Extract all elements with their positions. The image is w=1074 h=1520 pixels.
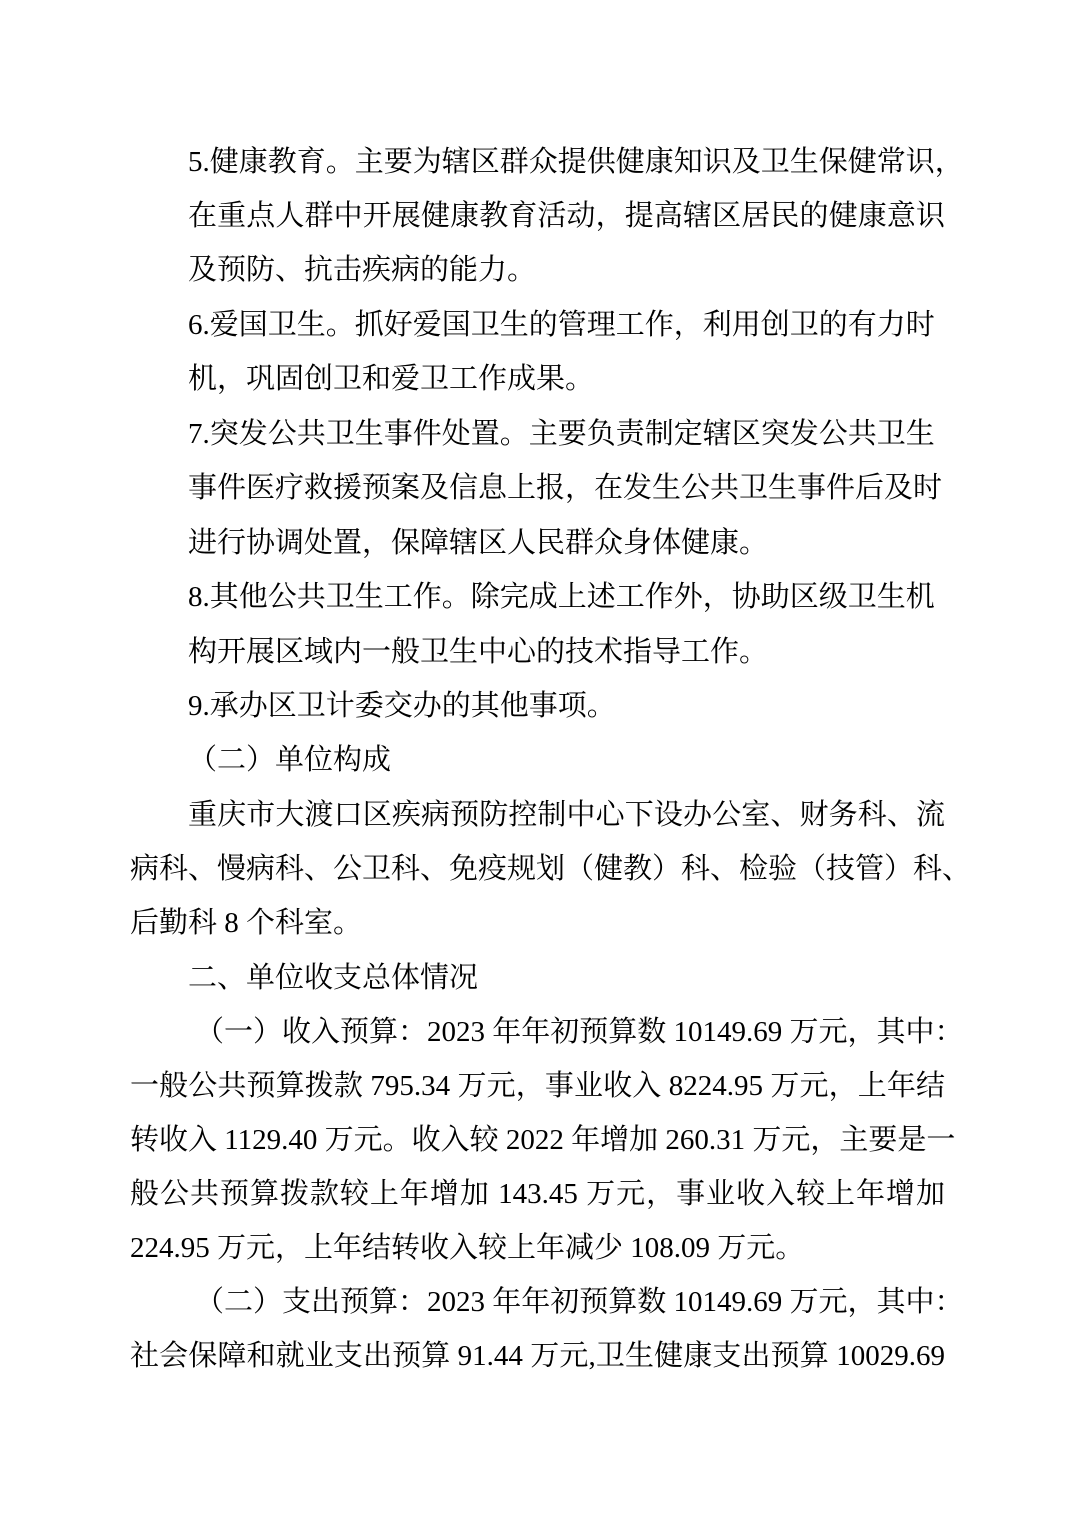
section-heading: 二、单位收支总体情况 <box>188 962 479 994</box>
section-heading: （二）单位构成 <box>188 744 392 776</box>
paragraph-line: 事件医疗救援预案及信息上报，在发生公共卫生事件后及时 <box>188 472 943 504</box>
paragraph-line: 般公共预算拨款较上年增加 143.45 万元，事业收入较上年增加 <box>130 1178 945 1210</box>
paragraph-line: （一）收入预算：2023 年年初预算数 10149.69 万元，其中： <box>195 1016 964 1048</box>
paragraph-line: 8.其他公共卫生工作。除完成上述工作外，协助区级卫生机 <box>188 581 935 613</box>
paragraph-line: 224.95 万元，上年结转收入较上年减少 108.09 万元。 <box>130 1232 805 1264</box>
paragraph-line: 构开展区域内一般卫生中心的技术指导工作。 <box>188 636 769 668</box>
paragraph-line: 进行协调处置，保障辖区人民群众身体健康。 <box>188 527 769 559</box>
paragraph-line: 重庆市大渡口区疾病预防控制中心下设办公室、财务科、流 <box>188 799 945 831</box>
paragraph-line: 及预防、抗击疾病的能力。 <box>188 254 537 286</box>
paragraph-line: 5.健康教育。主要为辖区群众提供健康知识及卫生保健常识， <box>188 146 964 178</box>
paragraph-line: 在重点人群中开展健康教育活动，提高辖区居民的健康意识 <box>188 200 945 232</box>
paragraph-line: （二）支出预算：2023 年年初预算数 10149.69 万元，其中： <box>195 1286 964 1318</box>
paragraph-line: 病科、慢病科、公卫科、免疫规划（健教）科、检验（技管）科、 <box>130 853 972 885</box>
paragraph-line: 机，巩固创卫和爱卫工作成果。 <box>188 363 595 395</box>
paragraph-line: 7.突发公共卫生事件处置。主要负责制定辖区突发公共卫生 <box>188 418 935 450</box>
paragraph-line: 一般公共预算拨款 795.34 万元，事业收入 8224.95 万元，上年结 <box>130 1070 945 1102</box>
paragraph-line: 6.爱国卫生。抓好爱国卫生的管理工作，利用创卫的有力时 <box>188 309 935 341</box>
paragraph-line: 社会保障和就业支出预算 91.44 万元,卫生健康支出预算 10029.69 <box>130 1340 945 1372</box>
paragraph-line: 9.承办区卫计委交办的其他事项。 <box>188 690 616 722</box>
paragraph-line: 转收入 1129.40 万元。收入较 2022 年增加 260.31 万元，主要是一 <box>130 1124 956 1156</box>
paragraph-line: 后勤科 8 个科室。 <box>130 907 363 939</box>
